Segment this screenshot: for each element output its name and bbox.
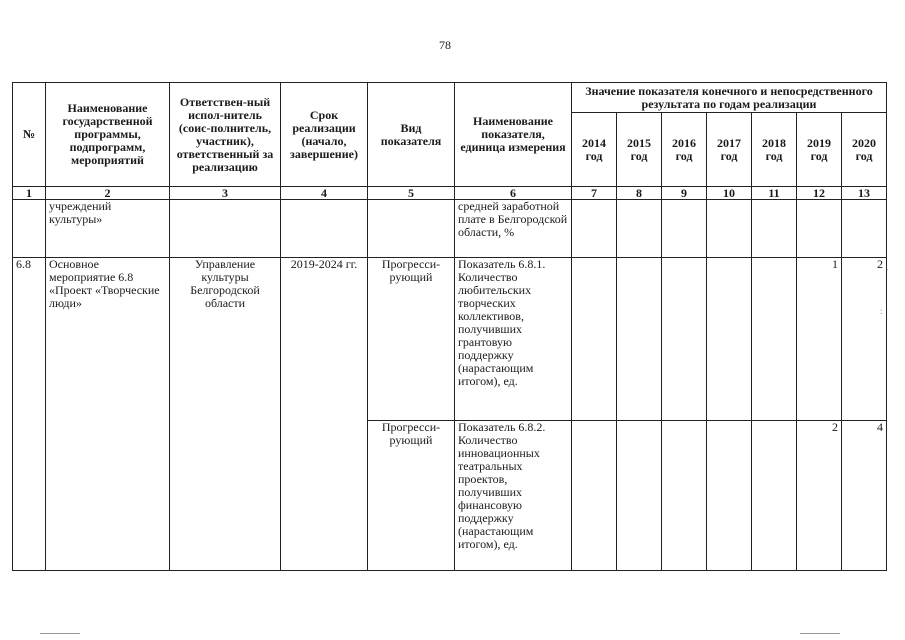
year-label: 2020 (852, 135, 876, 150)
header-indicator-name: Наименование показателя, единица измерения (455, 83, 572, 187)
row-value (617, 258, 662, 421)
row-value (572, 421, 617, 571)
year-suffix: год (765, 148, 783, 163)
column-number: 10 (707, 187, 752, 200)
row-responsible (170, 200, 281, 258)
row-indicator-name: Показатель 6.8.1. Количество любительских творческих коллективов, получивших грантовую поддержку (нарастающим итогом), ед. (455, 258, 572, 421)
row-num: 6.8 (13, 258, 46, 571)
year-suffix: год (810, 148, 828, 163)
header-year-2016 (662, 113, 707, 187)
column-number: 2 (46, 187, 170, 200)
column-number: 8 (617, 187, 662, 200)
column-number: 12 (797, 187, 842, 200)
header-year-2019 (797, 113, 842, 187)
row-term (281, 200, 368, 258)
row-indicator-type (368, 200, 455, 258)
column-number: 13 (842, 187, 887, 200)
column-number: 11 (752, 187, 797, 200)
year-suffix: год (720, 148, 738, 163)
year-label: 2015 (627, 135, 651, 150)
row-value (707, 200, 752, 258)
header-year-2014 (572, 113, 617, 187)
row-value: 1 (797, 258, 842, 421)
row-value: 2 (797, 421, 842, 571)
row-value: 4 (842, 421, 887, 571)
header-program-name: Наименование государственной программы, подпрограмм, мероприятий (46, 83, 170, 187)
row-value: 2 (842, 258, 887, 421)
year-label: 2019 (807, 135, 831, 150)
row-value (662, 258, 707, 421)
row-value (752, 258, 797, 421)
header-values-group: Значение показателя конечного и непосредственного результата по годам реализации (572, 83, 887, 113)
scan-artifact (40, 633, 80, 634)
row-num (13, 200, 46, 258)
header-responsible: Ответствен-ный испол-нитель (соис-полнитель, участник), ответственный за реализацию (170, 83, 281, 187)
column-number: 9 (662, 187, 707, 200)
header-year-2020 (842, 113, 887, 187)
column-number: 1 (13, 187, 46, 200)
header-indicator-type: Вид показателя (368, 83, 455, 187)
year-suffix: год (630, 148, 648, 163)
year-label: 2016 (672, 135, 696, 150)
row-value (662, 421, 707, 571)
column-number: 4 (281, 187, 368, 200)
row-value (707, 421, 752, 571)
row-value (842, 200, 887, 258)
column-number: 5 (368, 187, 455, 200)
row-indicator-type: Прогресси-рующий (368, 421, 455, 571)
year-suffix: год (855, 148, 873, 163)
header-year-2017 (707, 113, 752, 187)
table-row (13, 258, 887, 421)
row-program-name: учреждений культуры» (46, 200, 170, 258)
row-value (572, 200, 617, 258)
indicators-table (12, 82, 887, 571)
column-number: 6 (455, 187, 572, 200)
row-value (752, 421, 797, 571)
year-suffix: год (675, 148, 693, 163)
header-year-2015 (617, 113, 662, 187)
column-numbers-row (13, 187, 887, 200)
row-value (707, 258, 752, 421)
year-suffix: год (585, 148, 603, 163)
column-number: 7 (572, 187, 617, 200)
row-value (572, 258, 617, 421)
header-row-top (13, 83, 887, 113)
row-indicator-type: Прогресси-рующий (368, 258, 455, 421)
row-responsible: Управление культуры Белгородской области (170, 258, 281, 571)
scan-artifact (800, 633, 840, 634)
page-number: 78 (439, 38, 451, 52)
row-value (662, 200, 707, 258)
row-indicator-name: Показатель 6.8.2. Количество инновационных театральных проектов, получивших финансовую поддержку (нарастающим итогом), ед. (455, 421, 572, 571)
scan-artifact: . (886, 262, 889, 272)
year-label: 2014 (582, 135, 606, 150)
header-term: Срок реализации (начало, завершение) (281, 83, 368, 187)
row-program-name: Основное мероприятие 6.8 «Проект «Творческие люди» (46, 258, 170, 571)
column-number: 3 (170, 187, 281, 200)
row-value (617, 421, 662, 571)
row-value (797, 200, 842, 258)
header-year-2018 (752, 113, 797, 187)
header-num: № (13, 83, 46, 187)
row-term: 2019-2024 гг. (281, 258, 368, 571)
year-label: 2017 (717, 135, 741, 150)
row-value (752, 200, 797, 258)
scan-artifact: : (880, 306, 883, 316)
table-row (13, 200, 887, 258)
row-value (617, 200, 662, 258)
year-label: 2018 (762, 135, 786, 150)
row-indicator-name: средней заработной плате в Белгородской области, % (455, 200, 572, 258)
